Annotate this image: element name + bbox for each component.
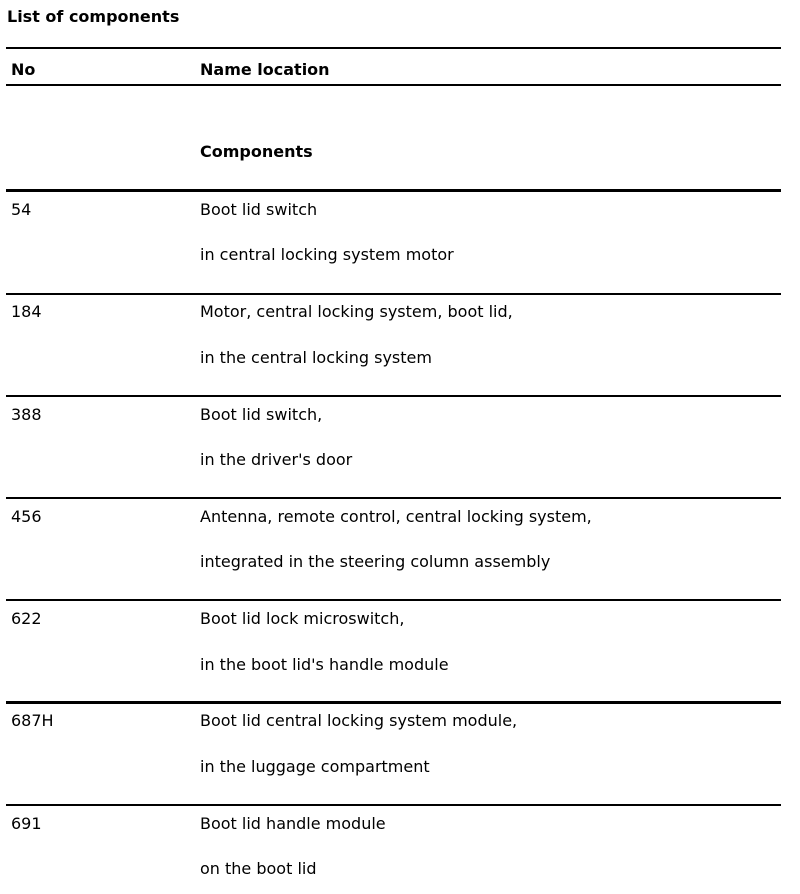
row-divider xyxy=(6,497,781,499)
row-number: 184 xyxy=(11,302,42,321)
row-number: 388 xyxy=(11,405,42,424)
row-location: in the driver's door xyxy=(200,450,353,469)
row-divider xyxy=(6,804,781,806)
row-name: Boot lid handle module xyxy=(200,814,386,833)
row-number: 687H xyxy=(11,711,54,730)
row-number: 456 xyxy=(11,507,42,526)
column-header-no: No xyxy=(11,60,36,79)
row-number: 691 xyxy=(11,814,42,833)
row-location: in the boot lid's handle module xyxy=(200,655,449,674)
row-name: Boot lid central locking system module, xyxy=(200,711,518,730)
page-title: List of components xyxy=(7,7,180,26)
row-name: Boot lid switch, xyxy=(200,405,323,424)
row-name: Boot lid lock microswitch, xyxy=(200,609,405,628)
row-name: Boot lid switch xyxy=(200,200,318,219)
section-rule xyxy=(6,189,781,192)
row-divider xyxy=(6,701,781,704)
row-location: in central locking system motor xyxy=(200,245,454,264)
header-bottom-rule xyxy=(6,84,781,86)
row-divider xyxy=(6,599,781,601)
row-divider xyxy=(6,293,781,295)
row-divider xyxy=(6,395,781,397)
section-heading: Components xyxy=(200,142,313,161)
row-number: 622 xyxy=(11,609,42,628)
row-name: Motor, central locking system, boot lid, xyxy=(200,302,513,321)
column-header-name-location: Name location xyxy=(200,60,330,79)
table-top-rule xyxy=(6,47,781,49)
row-number: 54 xyxy=(11,200,32,219)
row-name: Antenna, remote control, central locking system, xyxy=(200,507,592,526)
row-location: in the luggage compartment xyxy=(200,757,430,776)
row-location: in the central locking system xyxy=(200,348,432,367)
row-location: integrated in the steering column assembly xyxy=(200,552,551,571)
row-location: on the boot lid xyxy=(200,859,317,878)
